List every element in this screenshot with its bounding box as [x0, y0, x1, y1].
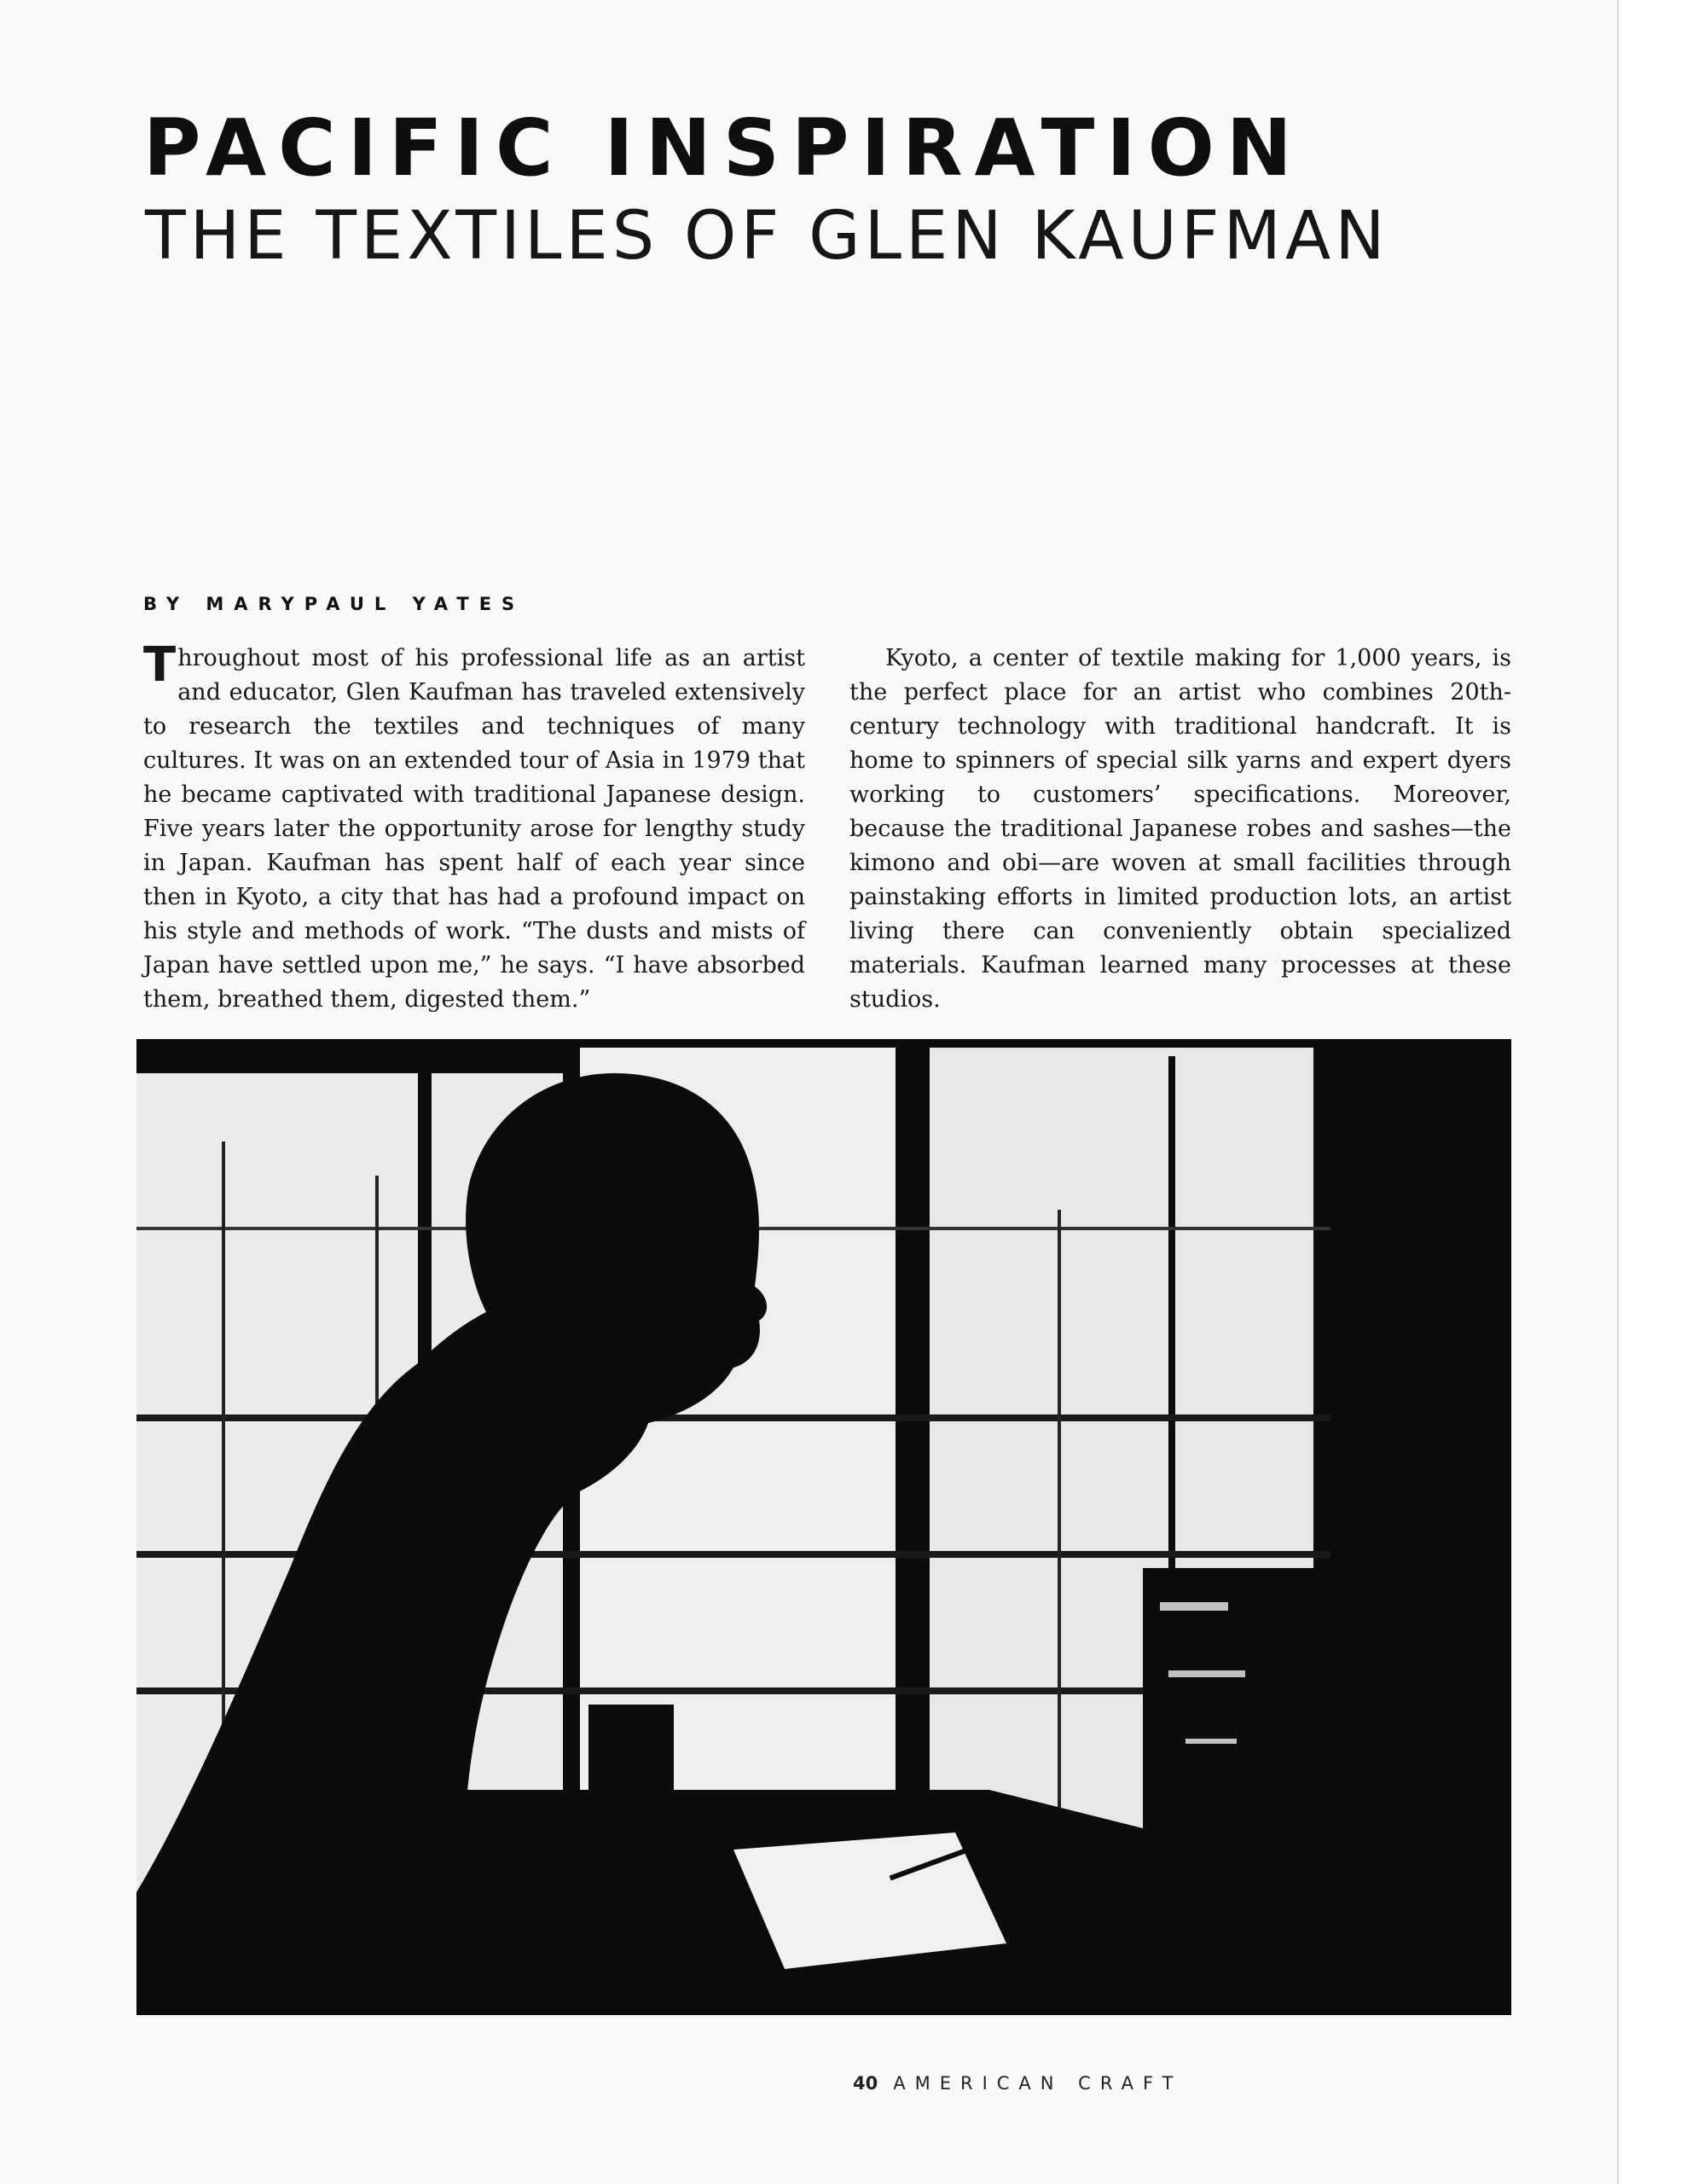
paragraph-1 [143, 637, 805, 1017]
mullion-horizontal-1 [136, 1414, 1330, 1421]
paragraph-1-text: hroughout most of his professional life as an artist and educator, Glen Kaufman has traveled extensively to research the textiles and techniques of many cultures. It was on an extended tour of Asia in 1979 that he became captivated with traditional Japanese design. Five years later the opportunity arose for lengthy study in Japan. Kaufman has spent half of each year since then in Kyoto, a city that has had a profound impact on his style and methods of work. “The dusts and mists of Japan have settled upon me,” he says. “I have absorbed them, breathed them, digested them.” [143, 645, 805, 1013]
text-column-left [143, 637, 805, 1017]
equipment-highlight-2 [1168, 1670, 1245, 1677]
article-title: PACIFIC INSPIRATION [143, 102, 1304, 194]
drop-cap: T [143, 637, 177, 693]
magazine-name: AMERICAN CRAFT [893, 2073, 1183, 2094]
article-photo [136, 1039, 1511, 2015]
article-subtitle: THE TEXTILES OF GLEN KAUFMAN [145, 198, 1389, 275]
text-column-right [849, 642, 1511, 1017]
page-number: 40 [853, 2073, 878, 2094]
equipment-highlight-3 [1186, 1739, 1237, 1744]
page-footer [853, 2073, 1183, 2094]
silhouette-photo-illustration [136, 1039, 1511, 2015]
paragraph-2: Kyoto, a center of textile making for 1,000 years, is the perfect place for an artist who combines 20th-century technology with traditional handcraft. It is home to spinners of special silk yarns and expert dyers working to customers’ specifications. Moreover, because the traditional Japanese robes and sashes—the kimono and obi—are woven at small facilities through painstaking efforts in limited production lots, an artist living there can conveniently obtain specialized materials. Kaufman learned many processes at these studios. [849, 645, 1511, 1013]
equipment-highlight-1 [1160, 1602, 1228, 1611]
paper-edge [1617, 0, 1687, 2184]
desk-object [588, 1705, 674, 1841]
byline: BY MARYPAUL YATES [143, 594, 525, 614]
